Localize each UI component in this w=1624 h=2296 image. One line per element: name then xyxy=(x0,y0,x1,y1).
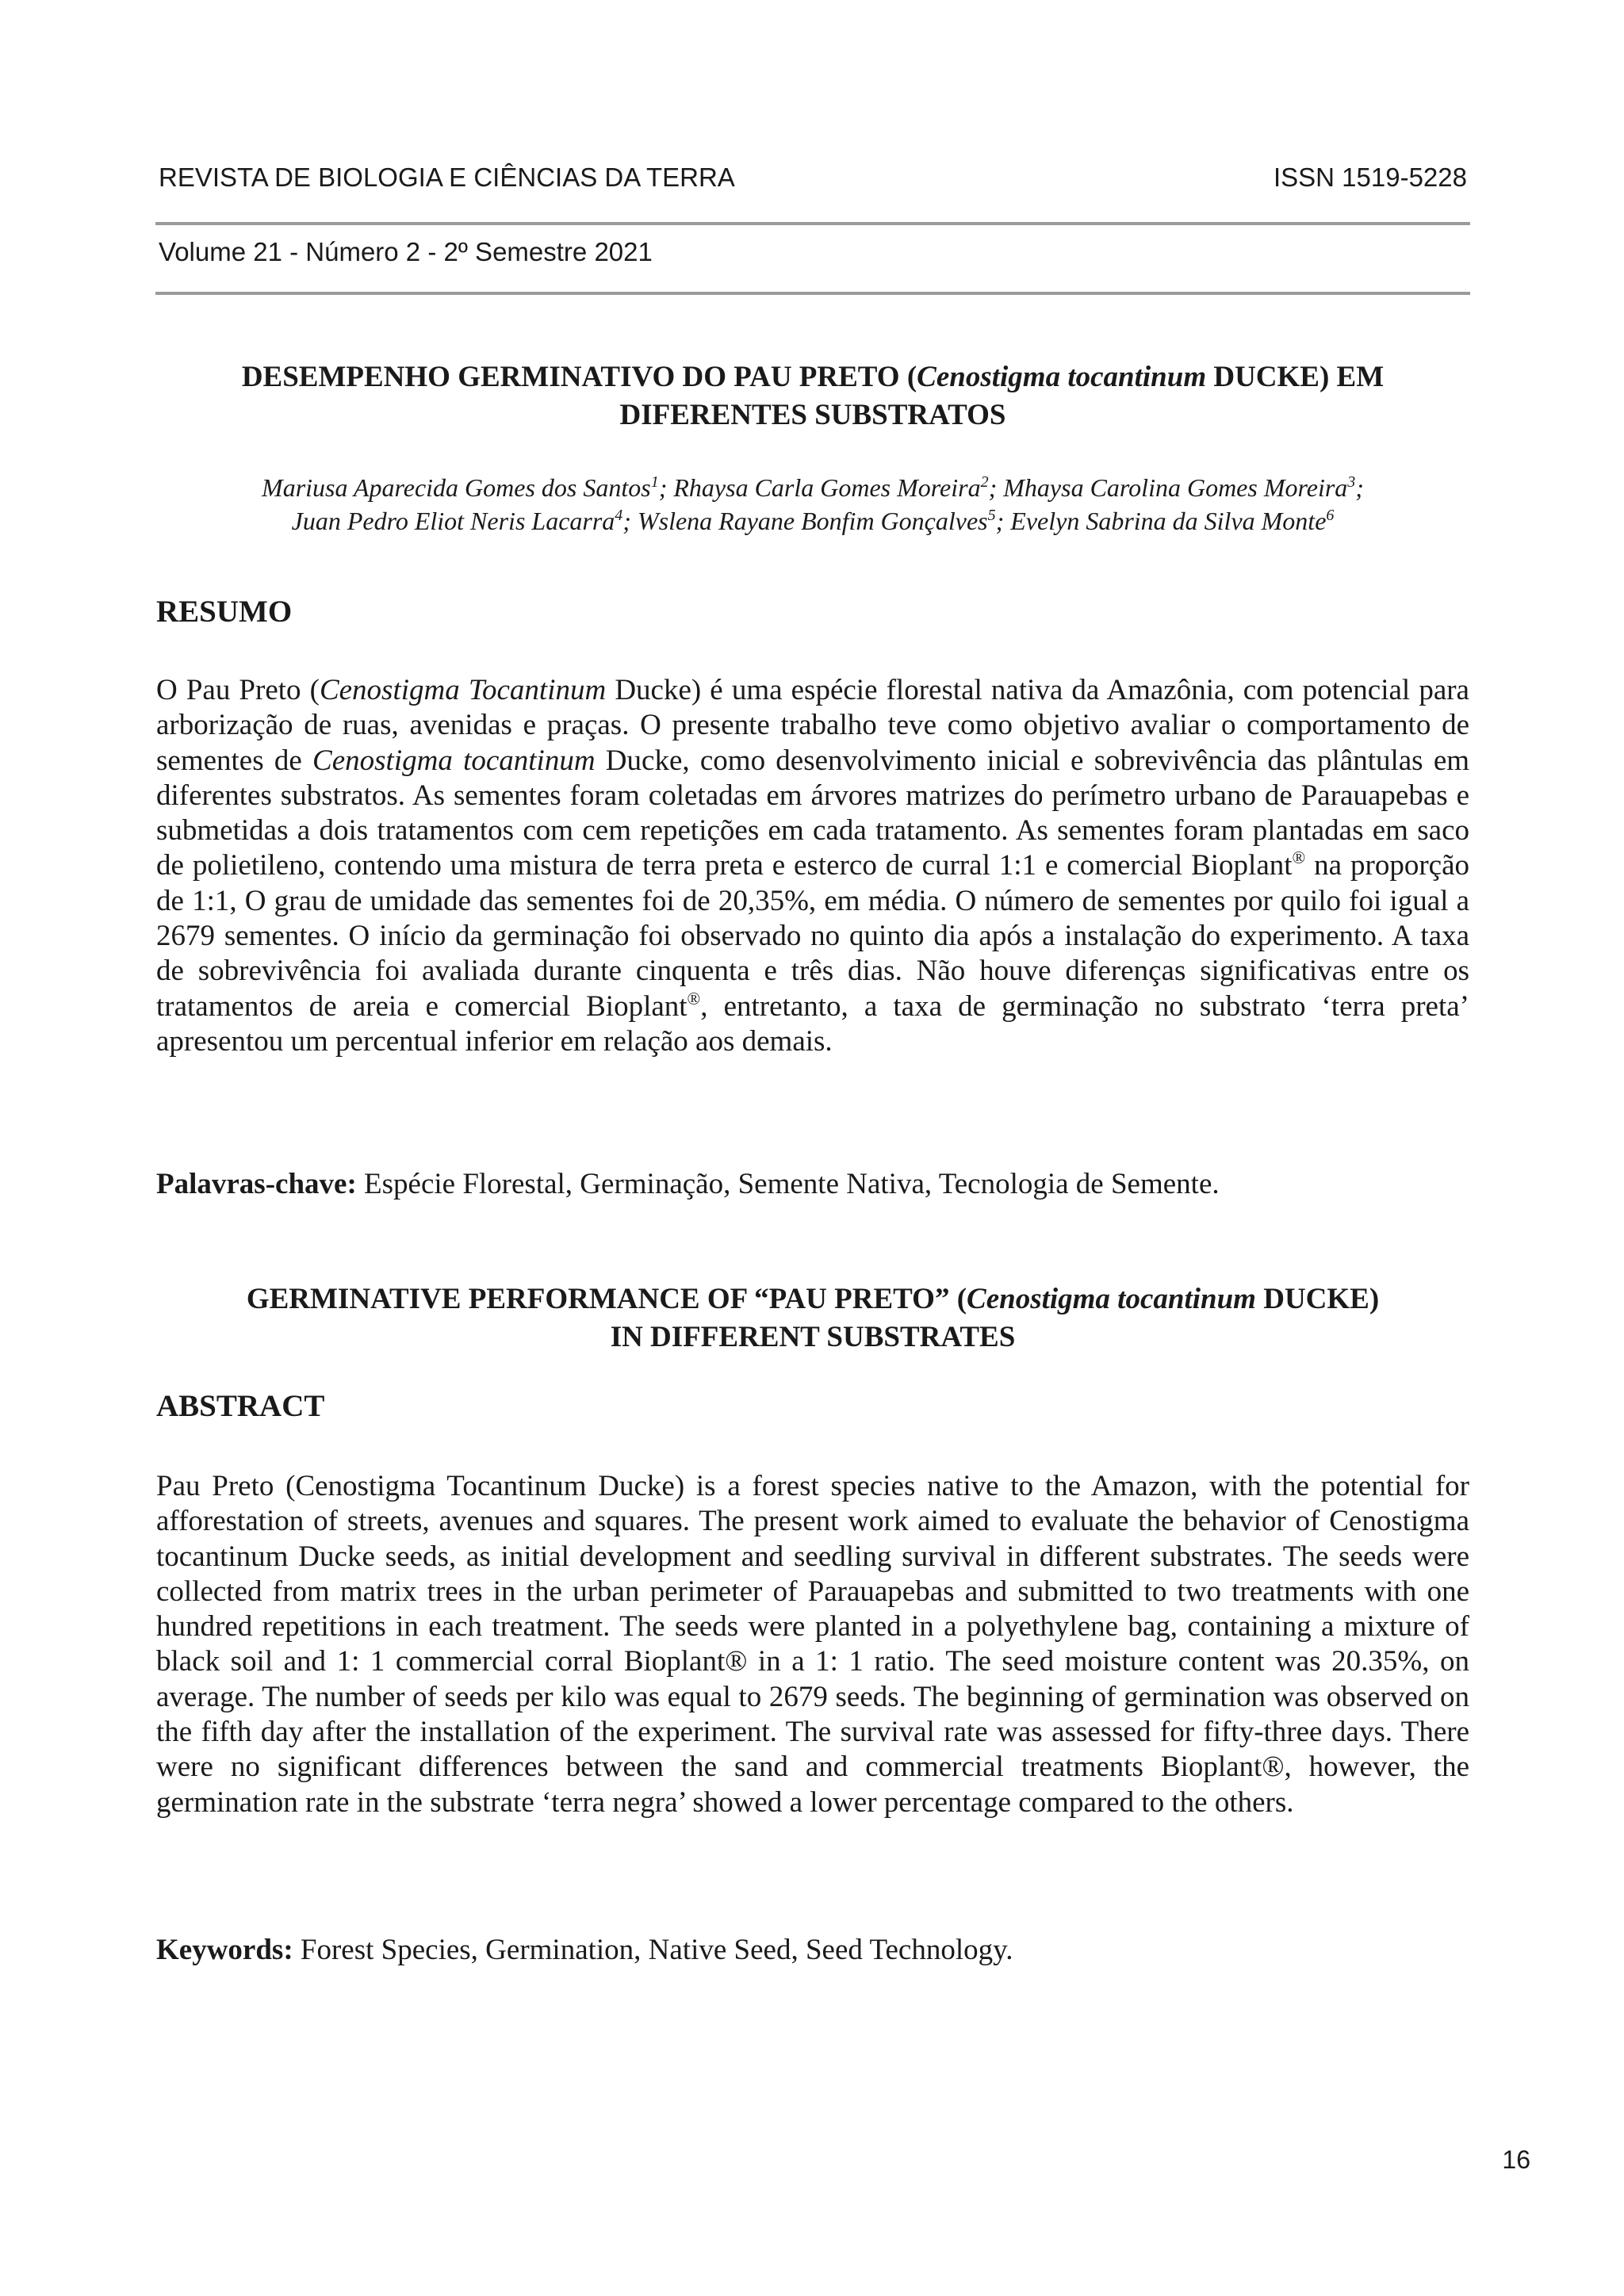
author-separator: ; xyxy=(988,473,1004,502)
author-affiliation: 1 xyxy=(650,473,659,491)
author-separator: ; xyxy=(622,507,638,535)
author-name: Evelyn Sabrina da Silva Monte xyxy=(1010,507,1327,535)
author-separator: ; xyxy=(995,507,1011,535)
author-list xyxy=(159,471,1467,538)
resumo-heading: RESUMO xyxy=(156,595,293,629)
title-english xyxy=(159,1280,1467,1357)
author-separator: ; xyxy=(658,473,674,502)
keywords xyxy=(156,1933,1469,1968)
title-pt-species: Cenostigma tocantinum xyxy=(917,361,1207,393)
author-name: Mhaysa Carolina Gomes Moreira xyxy=(1003,473,1348,502)
keywords-label: Palavras-chave: xyxy=(156,1168,357,1200)
author-affiliation: 2 xyxy=(980,473,989,491)
author-affiliation: 3 xyxy=(1347,473,1356,491)
author-affiliation: 5 xyxy=(987,507,996,524)
keywords-list: Forest Species, Germination, Native Seed, Seed Technology. xyxy=(293,1934,1013,1966)
species-name: Cenostigma Tocantinum xyxy=(319,674,607,706)
resumo-text-part: O Pau Preto ( xyxy=(156,674,320,706)
volume-info: Volume 21 - Número 2 - 2º Semestre 2021 xyxy=(159,237,653,266)
author-affiliation: 4 xyxy=(615,507,623,524)
author-name: Mariusa Aparecida Gomes dos Santos xyxy=(262,473,651,502)
resumo-text-part: , entretanto, a taxa de germinação no substrato ‘terra preta’ apresentou um percentual inferior em relação aos demais. xyxy=(156,989,1469,1058)
keywords-label: Keywords: xyxy=(156,1934,293,1966)
author-affiliation: 6 xyxy=(1326,507,1335,524)
author-separator: ; xyxy=(1355,473,1364,502)
journal-name: REVISTA DE BIOLOGIA E CIÊNCIAS DA TERRA xyxy=(159,163,735,192)
title-pt-line2: DIFERENTES SUBSTRATOS xyxy=(619,399,1006,431)
title-en-line1-end: DUCKE) xyxy=(1255,1283,1380,1315)
issn: ISSN 1519-5228 xyxy=(1273,163,1467,192)
title-portuguese xyxy=(159,358,1467,434)
palavras-chave xyxy=(156,1167,1469,1202)
registered-mark: ® xyxy=(1292,848,1306,868)
resumo-text-part: Ducke) é uma espécie florestal nativa da Amazônia, com potencial para arborização de ruas, avenidas e praças. O presente trabalho teve como objetivo avaliar o comportamento de sementes de xyxy=(156,674,1469,777)
title-pt-line1-start: DESEMPENHO GERMINATIVO DO PAU PRETO ( xyxy=(241,361,917,393)
keywords-list: Espécie Florestal, Germinação, Semente Nativa, Tecnologia de Semente. xyxy=(356,1168,1220,1200)
resumo-text-part: Ducke, como desenvolvimento inicial e sobrevivência das plântulas em diferentes substratos. As sementes foram coletadas em árvores matrizes do perímetro urbano de Parauapebas e submetidas a dois tratamentos com cem repetições em cada tratamento. As sementes foram plantadas em saco de polietileno, contendo uma mistura de terra preta e esterco de curral 1:1 e comercial Bioplant xyxy=(156,744,1470,882)
header-rule-top xyxy=(155,222,1470,225)
title-pt-line1-end: DUCKE) EM xyxy=(1206,361,1385,393)
resumo-text-part: na proporção de 1:1, O grau de umidade das sementes foi de 20,35%, em média. O número de sementes por quilo foi igual a 2679 sementes. O início da germinação foi observado no quinto dia após a instalação do experimento. A taxa de sobrevivência foi avaliada durante cinquenta e três dias. Não houve diferenças significativas entre os tratamentos de areia e comercial Bioplant xyxy=(156,849,1469,1023)
resumo-paragraph xyxy=(156,673,1469,1059)
registered-mark: ® xyxy=(687,988,701,1008)
title-en-species: Cenostigma tocantinum xyxy=(967,1283,1256,1315)
author-name: Rhaysa Carla Gomes Moreira xyxy=(673,473,981,502)
author-name: Juan Pedro Eliot Neris Lacarra xyxy=(291,507,615,535)
header-rule-bottom xyxy=(155,292,1470,295)
page-number: 16 xyxy=(1502,2145,1530,2174)
title-en-line1-start: GERMINATIVE PERFORMANCE OF “PAU PRETO” ( xyxy=(246,1283,967,1315)
title-en-line2: IN DIFFERENT SUBSTRATES xyxy=(610,1321,1016,1353)
author-name: Wslena Rayane Bonfim Gonçalves xyxy=(637,507,988,535)
abstract-heading: ABSTRACT xyxy=(156,1389,325,1423)
abstract-paragraph: Pau Preto (Cenostigma Tocantinum Ducke) is a forest species native to the Amazon, with the potential for afforestation of streets, avenues and squares. The present work aimed to evaluate the behavior of Cenostigma tocantinum Ducke seeds, as initial development and seedling survival in different substrates. The seeds were collected from matrix trees in the urban perimeter of Parauapebas and submitted to two treatments with one hundred repetitions in each treatment. The seeds were planted in a polyethylene bag, containing a mixture of black soil and 1: 1 commercial corral Bioplant® in a 1: 1 ratio. The seed moisture content was 20.35%, on average. The number of seeds per kilo was equal to 2679 seeds. The beginning of germination was observed on the fifth day after the installation of the experiment. The survival rate was assessed for fifty-three days. There were no significant differences between the sand and commercial treatments Bioplant®, however, the germination rate in the substrate ‘terra negra’ showed a lower percentage compared to the others. xyxy=(156,1470,1469,1819)
species-name: Cenostigma tocantinum xyxy=(312,744,596,777)
